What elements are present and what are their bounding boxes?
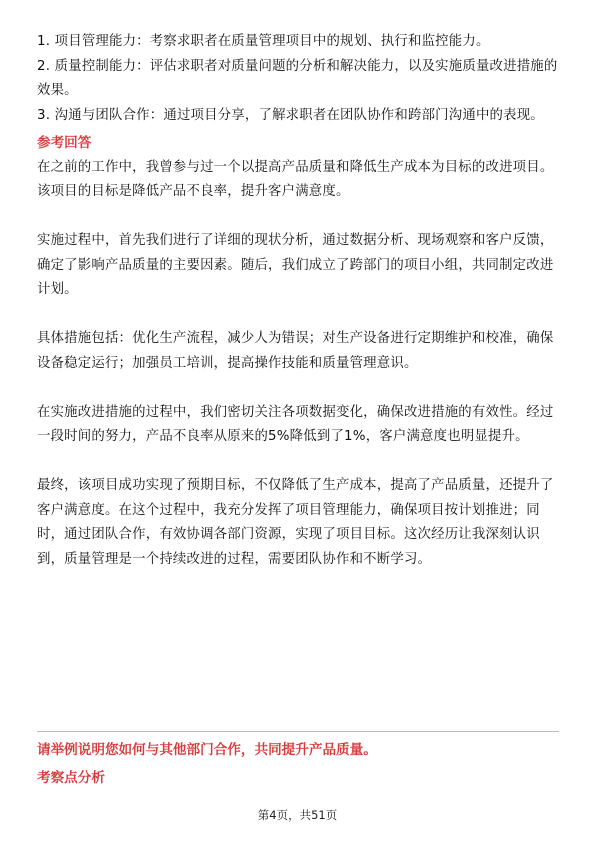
answer-paragraph: 最终，该项目成功实现了预期目标，不仅降低了生产成本，提高了产品质量，还提升了客户满意度。在这个过程中，我充分发挥了项目管理能力，确保项目按计划推进；同时，通过团队合作，有效协调各部门资源，实现了项目目标。这次经历让我深刻认识到，质量管理是一个持续改进的过程，需要团队协作和不断学习。 — [37, 478, 554, 567]
paragraph-spacer — [37, 303, 559, 328]
next-question: 请举例说明您如何与其他部门合作，共同提升产品质量。 — [37, 742, 377, 758]
answer-paragraph: 具体措施包括：优化生产流程，减少人为错误；对生产设备进行定期维护和校准，确保设备稳定运行；加强员工培训，提高操作技能和质量管理意识。 — [37, 331, 554, 371]
paragraph-spacer — [37, 450, 559, 475]
criterion-communication: 3. 沟通与团队合作：通过项目分享，了解求职者在团队协作和跨部门沟通中的表现。 — [37, 107, 544, 123]
criterion-quality-control: 2. 质量控制能力：评估求职者对质量问题的分析和解决能力，以及实施质量改进措施的效果。 — [37, 58, 558, 98]
next-question-block — [37, 738, 559, 790]
answer-paragraph: 在实施改进措施的过程中，我们密切关注各项数据变化，确保改进措施的有效性。经过一段时间的努力，产品不良率从原来的5%降低到了1%，客户满意度也明显提升。 — [37, 404, 554, 444]
page-number: 第4页，共51页 — [257, 808, 338, 822]
paragraph-spacer — [37, 376, 559, 401]
reference-answer-heading: 参考回答 — [37, 135, 92, 151]
document-body — [37, 30, 559, 572]
paragraph-spacer — [37, 205, 559, 230]
answer-paragraph: 实施过程中，首先我们进行了详细的现状分析，通过数据分析、现场观察和客户反馈，确定了影响产品质量的主要因素。随后，我们成立了跨部门的项目小组，共同制定改进计划。 — [37, 233, 554, 297]
answer-paragraph: 在之前的工作中，我曾参与过一个以提高产品质量和降低生产成本为目标的改进项目。该项目的目标是降低产品不良率，提升客户满意度。 — [37, 159, 554, 199]
analysis-heading: 考察点分析 — [37, 769, 105, 786]
section-divider — [37, 731, 559, 732]
criterion-project-management: 1. 项目管理能力：考察求职者在质量管理项目中的规划、执行和监控能力。 — [37, 34, 490, 49]
